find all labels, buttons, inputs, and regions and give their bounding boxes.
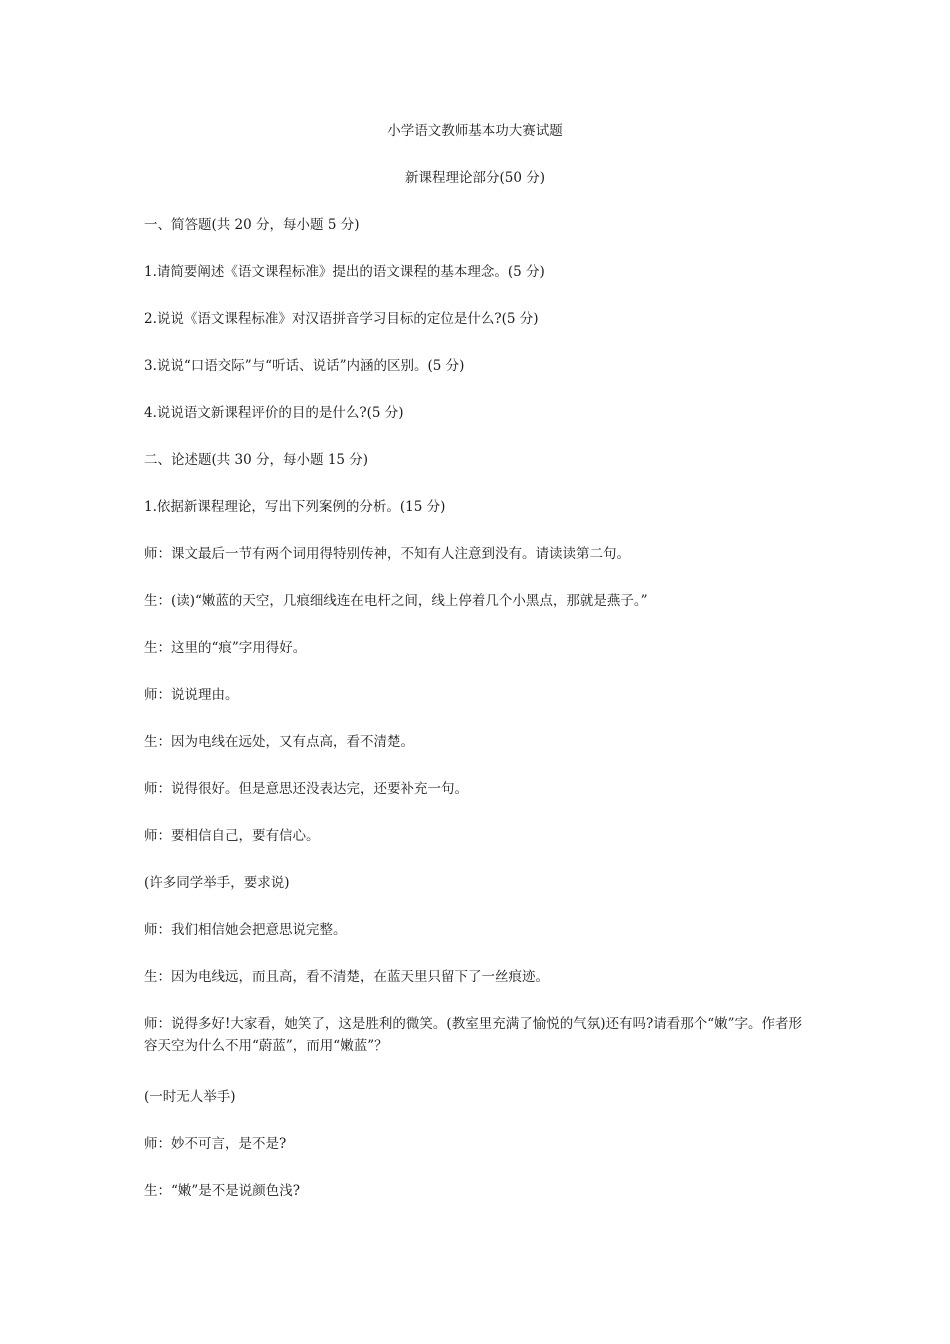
section-heading-essay: 二、论述题(共 30 分，每小题 15 分)	[144, 452, 369, 468]
dialogue-line: 师：我们相信她会把意思说完整。	[144, 922, 347, 938]
document-subtitle: 新课程理论部分(50 分)	[404, 170, 545, 186]
question-item: 4.说说语文新课程评价的目的是什么?(5 分)	[144, 405, 404, 421]
section-heading-short-answer: 一、简答题(共 20 分，每小题 5 分)	[144, 217, 360, 233]
question-item: 1.依据新课程理论，写出下列案例的分析。(15 分)	[144, 499, 446, 515]
stage-direction: (一时无人举手)	[144, 1089, 236, 1105]
question-item: 1.请简要阐述《语文课程标准》提出的语文课程的基本理念。(5 分)	[144, 264, 545, 280]
dialogue-line: 生：因为电线远，而且高，看不清楚，在蓝天里只留下了一丝痕迹。	[144, 969, 549, 985]
dialogue-line: 师：说说理由。	[144, 687, 239, 703]
dialogue-line: 师：课文最后一节有两个词用得特别传神，不知有人注意到没有。请读读第二句。	[144, 546, 630, 562]
dialogue-line: 师：要相信自己，要有信心。	[144, 828, 320, 844]
document-title: 小学语文教师基本功大赛试题	[387, 123, 563, 139]
dialogue-line: 师：说得多好!大家看，她笑了，这是胜利的微笑。(教室里充满了愉悦的气氛)还有吗?请看那个“嫩”字。作者形容天空为什么不用“蔚蓝”，而用“嫩蓝”？	[144, 1016, 802, 1054]
dialogue-line: 师：妙不可言，是不是?	[144, 1136, 287, 1152]
dialogue-line: 生：因为电线在远处，又有点高，看不清楚。	[144, 734, 414, 750]
question-item: 3.说说“口语交际”与“听话、说话”内涵的区别。(5 分)	[144, 358, 465, 374]
dialogue-line: 生：这里的“痕”字用得好。	[144, 640, 307, 656]
stage-direction: (许多同学举手，要求说)	[144, 875, 290, 891]
question-item: 2.说说《语文课程标准》对汉语拼音学习目标的定位是什么?(5 分)	[144, 311, 539, 327]
dialogue-line: 生：(读)“嫩蓝的天空，几痕细线连在电杆之间，线上停着几个小黑点，那就是燕子。”	[144, 593, 648, 609]
dialogue-line: 师：说得很好。但是意思还没表达完，还要补充一句。	[144, 781, 468, 797]
dialogue-line: 生：“嫩”是不是说颜色浅?	[144, 1183, 301, 1199]
